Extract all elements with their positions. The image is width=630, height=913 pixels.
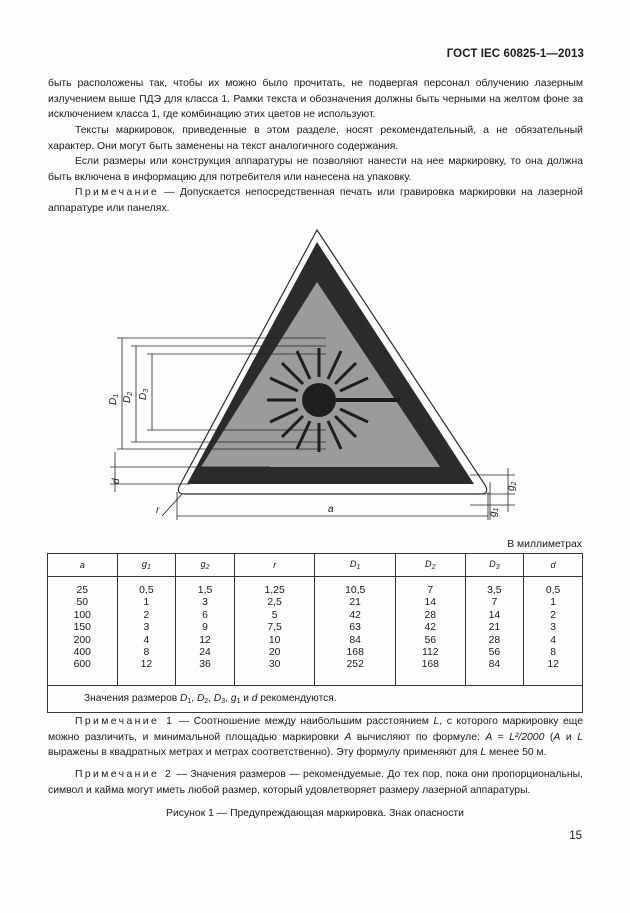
table-cell: 63 <box>349 622 361 634</box>
laser-warning-figure <box>90 220 530 525</box>
note-text: — Допускается непосредственная печать или гравировка маркировки на лазерной аппаратуре или панелях. <box>48 187 583 214</box>
header-d: d <box>524 554 583 577</box>
table-cell: 3 <box>202 597 208 609</box>
header-g1: $g_1$ <box>117 554 176 577</box>
table-cell: 3 <box>550 622 556 634</box>
paragraph-2: Тексты маркировок, приведенные в этом разделе, носят рекомендательный, а не обязательный характер. Они могут быть заменены на текст аналогичного содержания. <box>48 125 583 152</box>
values-D3 <box>465 577 524 686</box>
label-D1: $D_1$ <box>108 393 120 405</box>
table-cell: 1,5 <box>197 585 213 596</box>
table-cell: 10,5 <box>345 585 366 596</box>
table-cell: 4 <box>550 634 556 646</box>
table-cell: 4 <box>143 634 150 646</box>
table-cell: 24 <box>199 647 211 659</box>
table-cell: 1,25 <box>264 585 285 596</box>
values-g2 <box>176 577 235 686</box>
table-cell: 7 <box>491 597 498 609</box>
table-cell: 0,5 <box>545 585 561 596</box>
note-1: Примечание 1 — Соотношение между наибольшим расстоянием L, с которого маркировку еще можно различить, и минимальной площадью маркировки A вычисляют по формуле: A = L²/2000 (A и L выражены в квадратных метрах и метрах соответственно). Эту формулу применяют для L менее 50 м. <box>48 716 583 759</box>
note-label: Примечание <box>75 187 160 198</box>
table-cell: 25 <box>76 585 89 596</box>
table-cell: 9 <box>202 622 208 634</box>
values-a <box>48 577 118 686</box>
table-cell: 5 <box>271 609 278 621</box>
values-D2 <box>395 577 465 686</box>
table-cell: 6 <box>202 609 208 621</box>
table-cell: 14 <box>424 597 437 609</box>
paragraph-1: быть расположены так, чтобы их можно было прочитать, не подвергая персонал облучению лазерным излучением выше ПДЭ для класса 1. Рамки текста и обозначения должны быть черными на желтом фоне за исключением класса 1, где комбинацию этих цветов не используют. <box>48 78 583 121</box>
values-D1 <box>315 577 396 686</box>
table-cell: 600 <box>73 659 91 671</box>
table-footnote-row <box>48 686 583 713</box>
table-cell: 50 <box>76 597 89 609</box>
label-D2: $D_2$ <box>122 391 134 403</box>
table-cell: 36 <box>199 659 211 671</box>
table-cell: 168 <box>421 659 439 671</box>
label-d: d <box>111 478 122 484</box>
table-cell: 84 <box>349 634 361 646</box>
note-2: Примечание 2 — Значения размеров — рекомендуемые. До тех пор, пока они пропорциональны, символ и кайма могут иметь любой размер, который удовлетворяет размеру лазерной аппаратуры. <box>48 769 583 796</box>
values-g1 <box>117 577 176 686</box>
table-cell: 28 <box>424 609 437 621</box>
table-cell: 12 <box>547 659 559 671</box>
label-a: a <box>328 504 334 515</box>
header-a: a <box>48 554 118 577</box>
table-cell: 1 <box>550 597 556 609</box>
paragraph-3: Если размеры или конструкция аппаратуры не позволяют нанести на нее маркировку, то она должна быть включена в информацию для потребителя или нанесена на упаковку. <box>48 156 583 183</box>
table-cell: 100 <box>73 609 91 621</box>
label-D3: $D_3$ <box>138 388 150 400</box>
document-header: ГОСТ IEC 60825-1—2013 <box>446 48 584 60</box>
header-r: r <box>234 554 315 577</box>
table-cell: 14 <box>488 609 501 621</box>
table-cell: 8 <box>143 647 150 659</box>
table-cell: 200 <box>73 634 91 646</box>
table-cell: 112 <box>421 647 439 659</box>
table-cell: 30 <box>268 659 281 671</box>
header-D1: $D_1$ <box>315 554 396 577</box>
table-cell: 20 <box>268 647 281 659</box>
table-cell: 56 <box>424 634 437 646</box>
table-cell: 28 <box>488 634 501 646</box>
table-cell: 0,5 <box>139 585 154 596</box>
table-header-row <box>48 554 583 577</box>
table-footnote: Значения размеров $D_1$, $D_2$, $D_3$, $g_1$ и d рекомендуются. <box>48 686 583 713</box>
table-cell: 252 <box>346 659 364 671</box>
table-cell: 42 <box>349 609 361 621</box>
table-cell: 42 <box>424 622 437 634</box>
table-cell: 21 <box>349 597 361 609</box>
table-cell: 400 <box>73 647 91 659</box>
table-cell: 3,5 <box>487 585 502 596</box>
table-cell: 3 <box>143 622 150 634</box>
dimensions-table <box>47 553 583 713</box>
table-cell: 56 <box>488 647 501 659</box>
table-cell: 21 <box>488 622 501 634</box>
table-cell: 7,5 <box>267 622 282 634</box>
table-cell: 12 <box>199 634 211 646</box>
header-D3: $D_3$ <box>465 554 524 577</box>
units-label: В миллиметрах <box>507 539 582 550</box>
label-g1: $g_1$ <box>488 507 500 517</box>
table-cell: 84 <box>488 659 501 671</box>
page-number: 15 <box>569 830 582 842</box>
table-cell: 10 <box>268 634 281 646</box>
table-values-row <box>48 577 583 686</box>
label-r: r <box>156 505 160 516</box>
note-paragraph <box>48 185 583 216</box>
header-D2: $D_2$ <box>395 554 465 577</box>
table-cell: 1 <box>143 597 150 609</box>
table-cell: 8 <box>550 647 556 659</box>
values-d <box>524 577 583 686</box>
table-cell: 2 <box>550 609 556 621</box>
table-cell: 12 <box>140 659 153 671</box>
warning-triangle <box>178 230 486 494</box>
table-cell: 7 <box>427 585 434 596</box>
values-r <box>234 577 315 686</box>
label-g2: $g_2$ <box>506 481 518 491</box>
table-cell: 168 <box>346 647 364 659</box>
figure-caption: Рисунок 1 — Предупреждающая маркировка. Знак опасности <box>166 808 464 819</box>
header-g2: $g_2$ <box>176 554 235 577</box>
table-cell: 2,5 <box>267 597 282 609</box>
table-cell: 2 <box>143 609 150 621</box>
table-cell: 150 <box>73 622 91 634</box>
